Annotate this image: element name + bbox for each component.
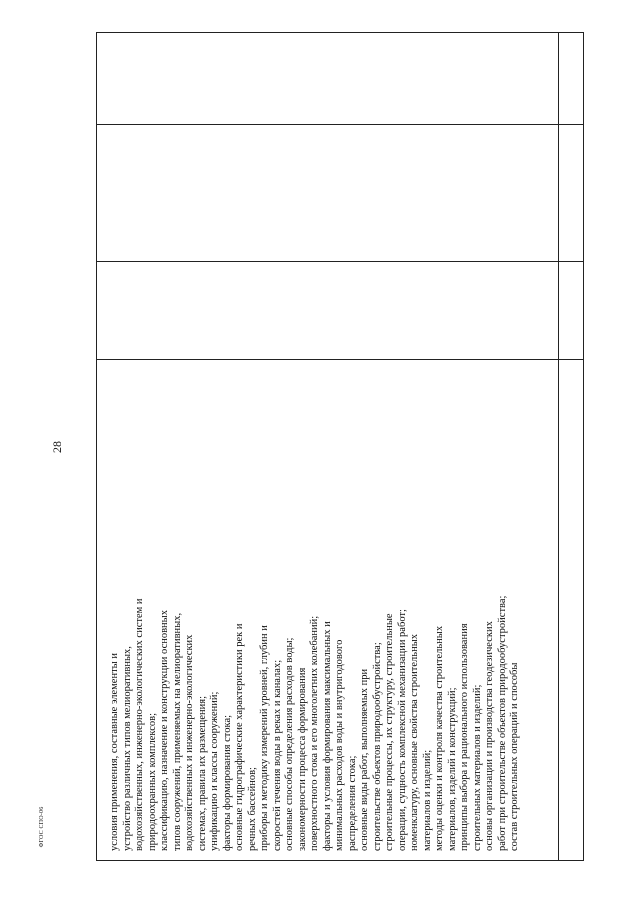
page-number: 28 [50, 441, 64, 453]
table-row-divider [97, 359, 583, 360]
content-line: минимальных расходов воды и внутригодового [334, 639, 345, 851]
content-line: работ при строительстве объектов природообустройства; [496, 595, 508, 851]
content-line: природоохранных комплексов; [146, 712, 158, 851]
content-line: типов сооружений, применяемых на мелиоративных, [171, 612, 183, 851]
content-line: устройство различных типов мелиоративных, [121, 646, 133, 851]
content-line: основные гидрографические характеристики рек и [234, 623, 245, 851]
content-line: унификацию и классы сооружений; [209, 691, 220, 851]
content-line: поверхностного стока и его многолетних колебаний; [309, 615, 320, 851]
content-line: факторы и условия формирования максимальных и [321, 621, 333, 851]
content-line: методы оценки и контроля качества строительных [434, 625, 445, 851]
table-row-divider [97, 124, 583, 125]
content-line: основные способы определения расходов воды; [284, 637, 295, 851]
content-line: основные виды работ, выполняемых при [359, 668, 370, 851]
content-line: распределения стока; [346, 755, 358, 851]
content-line: условия применения, составные элементы и [109, 653, 120, 851]
content-line: скоростей течения воды в реках и каналах; [271, 659, 283, 851]
content-line: системах, правила их размещения; [196, 696, 208, 851]
content-line: факторы формирования стока; [221, 714, 233, 851]
content-line: водохозяйственных, инженерно-экологических систем и [134, 598, 145, 851]
content-line: водохозяйственных и инженерно-экологических [184, 634, 195, 851]
content-line: операции, сущность комплексной механизации работ; [396, 609, 408, 851]
content-line: материалов, изделий и конструкций; [446, 687, 458, 851]
content-line: основы организации и производства геодезических [484, 621, 495, 851]
content-line: строительных материалов и изделий; [471, 684, 483, 851]
content-line: материалов и изделий; [421, 749, 433, 851]
content-line: приборы и методику измерений уровней, глубин и [259, 625, 270, 851]
content-line: состав строительных операций и способы [509, 662, 520, 851]
content-line: закономерности процесса формирования [296, 667, 308, 851]
content-line: принципы выбора и рационального использования [459, 623, 470, 851]
table-cell-competencies [107, 453, 565, 853]
footer-standard-code: ФГОС СПО-06 [39, 806, 45, 848]
content-line: классификацию, назначение и конструкции основных [159, 610, 170, 851]
content-line: строительстве объектов природообустройства; [371, 642, 383, 851]
content-line: речных бассейнов; [246, 767, 258, 851]
table-row-divider [97, 261, 583, 262]
content-line: номенклатуру, основные свойства строительных [409, 633, 420, 851]
table [96, 32, 584, 861]
content-line: строительные процессы, их структуру, строительные [384, 613, 395, 851]
